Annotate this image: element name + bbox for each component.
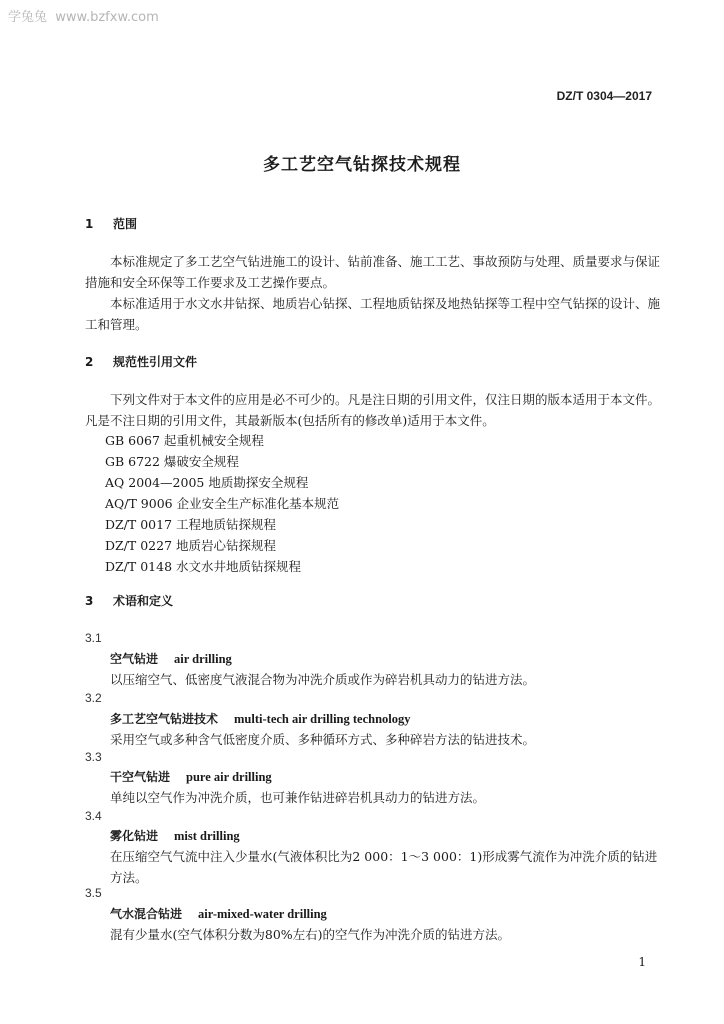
- normative-intro: 下列文件对于本文件的应用是必不可少的。凡是注日期的引用文件，仅注日期的版本适用于本文件。凡是不注日期的引用文件，其最新版本(包括所有的修改单)适用于本文件。: [85, 392, 661, 428]
- term-heading: [110, 651, 232, 667]
- term-definition: 混有少量水(空气体积分数为80%左右)的空气作为冲洗介质的钻进方法。: [110, 927, 511, 942]
- term-en: mist drilling: [174, 829, 240, 843]
- section-number: 2: [85, 355, 94, 369]
- section-heading-normative: [85, 354, 197, 370]
- reference-item: GB 6722 爆破安全规程: [105, 454, 239, 469]
- term-heading: [110, 769, 272, 785]
- term-definition: 单纯以空气作为冲洗介质，也可兼作钻进碎岩机具动力的钻进方法。: [110, 790, 486, 805]
- clause-number: 3.2: [85, 691, 102, 705]
- term-definition: 以压缩空气、低密度气液混合物为冲洗介质或作为碎岩机具动力的钻进方法。: [110, 672, 536, 687]
- clause-number: 3.3: [85, 750, 102, 764]
- term-cn: 多工艺空气钻进技术: [110, 712, 219, 726]
- page-number: 1: [638, 955, 646, 969]
- term-cn: 雾化钻进: [110, 829, 159, 843]
- term-en: multi-tech air drilling technology: [234, 712, 411, 726]
- scope-paragraph-2: 本标准适用于水文水井钻探、地质岩心钻探、工程地质钻探及地热钻探等工程中空气钻探的设计、施工和管理。: [85, 296, 661, 332]
- reference-item: GB 6067 起重机械安全规程: [105, 433, 264, 448]
- scope-paragraph-1: 本标准规定了多工艺空气钻进施工的设计、钻前准备、施工工艺、事故预防与处理、质量要求与保证措施和安全环保等工作要求及工艺操作要点。: [85, 254, 661, 290]
- document-number: DZ/T 0304—2017: [556, 89, 652, 103]
- section-number: 3: [85, 594, 94, 608]
- reference-item: AQ 2004—2005 地质勘探安全规程: [105, 475, 309, 490]
- watermark: 学兔兔 www.bzfxw.com: [8, 10, 159, 25]
- term-cn: 干空气钻进: [110, 770, 171, 784]
- clause-number: 3.1: [85, 631, 102, 645]
- term-heading: [110, 828, 240, 844]
- term-definition: 采用空气或多种含气低密度介质、多种循环方式、多种碎岩方法的钻进技术。: [110, 732, 536, 747]
- clause-number: 3.5: [85, 886, 102, 900]
- section-title: 术语和定义: [113, 594, 174, 608]
- term-cn: 空气钻进: [110, 652, 159, 666]
- section-title: 规范性引用文件: [113, 355, 198, 369]
- section-heading-scope: [85, 216, 137, 232]
- term-heading: [110, 906, 327, 922]
- term-definition: 在压缩空气气流中注入少量水(气液体积比为2 000：1～3 000：1)形成雾气流作为冲洗介质的钻进方法。: [110, 849, 658, 885]
- reference-item: DZ/T 0017 工程地质钻探规程: [105, 517, 277, 532]
- section-number: 1: [85, 217, 94, 231]
- term-en: air drilling: [174, 652, 232, 666]
- term-en: air-mixed-water drilling: [198, 907, 327, 921]
- reference-item: DZ/T 0227 地质岩心钻探规程: [105, 538, 277, 553]
- term-cn: 气水混合钻进: [110, 907, 183, 921]
- document-title: 多工艺空气钻探技术规程: [263, 155, 461, 175]
- section-heading-terms: [85, 593, 173, 609]
- section-title: 范围: [113, 217, 138, 231]
- clause-number: 3.4: [85, 809, 102, 823]
- term-en: pure air drilling: [186, 770, 272, 784]
- reference-item: DZ/T 0148 水文水井地质钻探规程: [105, 559, 302, 574]
- term-heading: [110, 711, 411, 727]
- reference-item: AQ/T 9006 企业安全生产标准化基本规范: [105, 496, 340, 511]
